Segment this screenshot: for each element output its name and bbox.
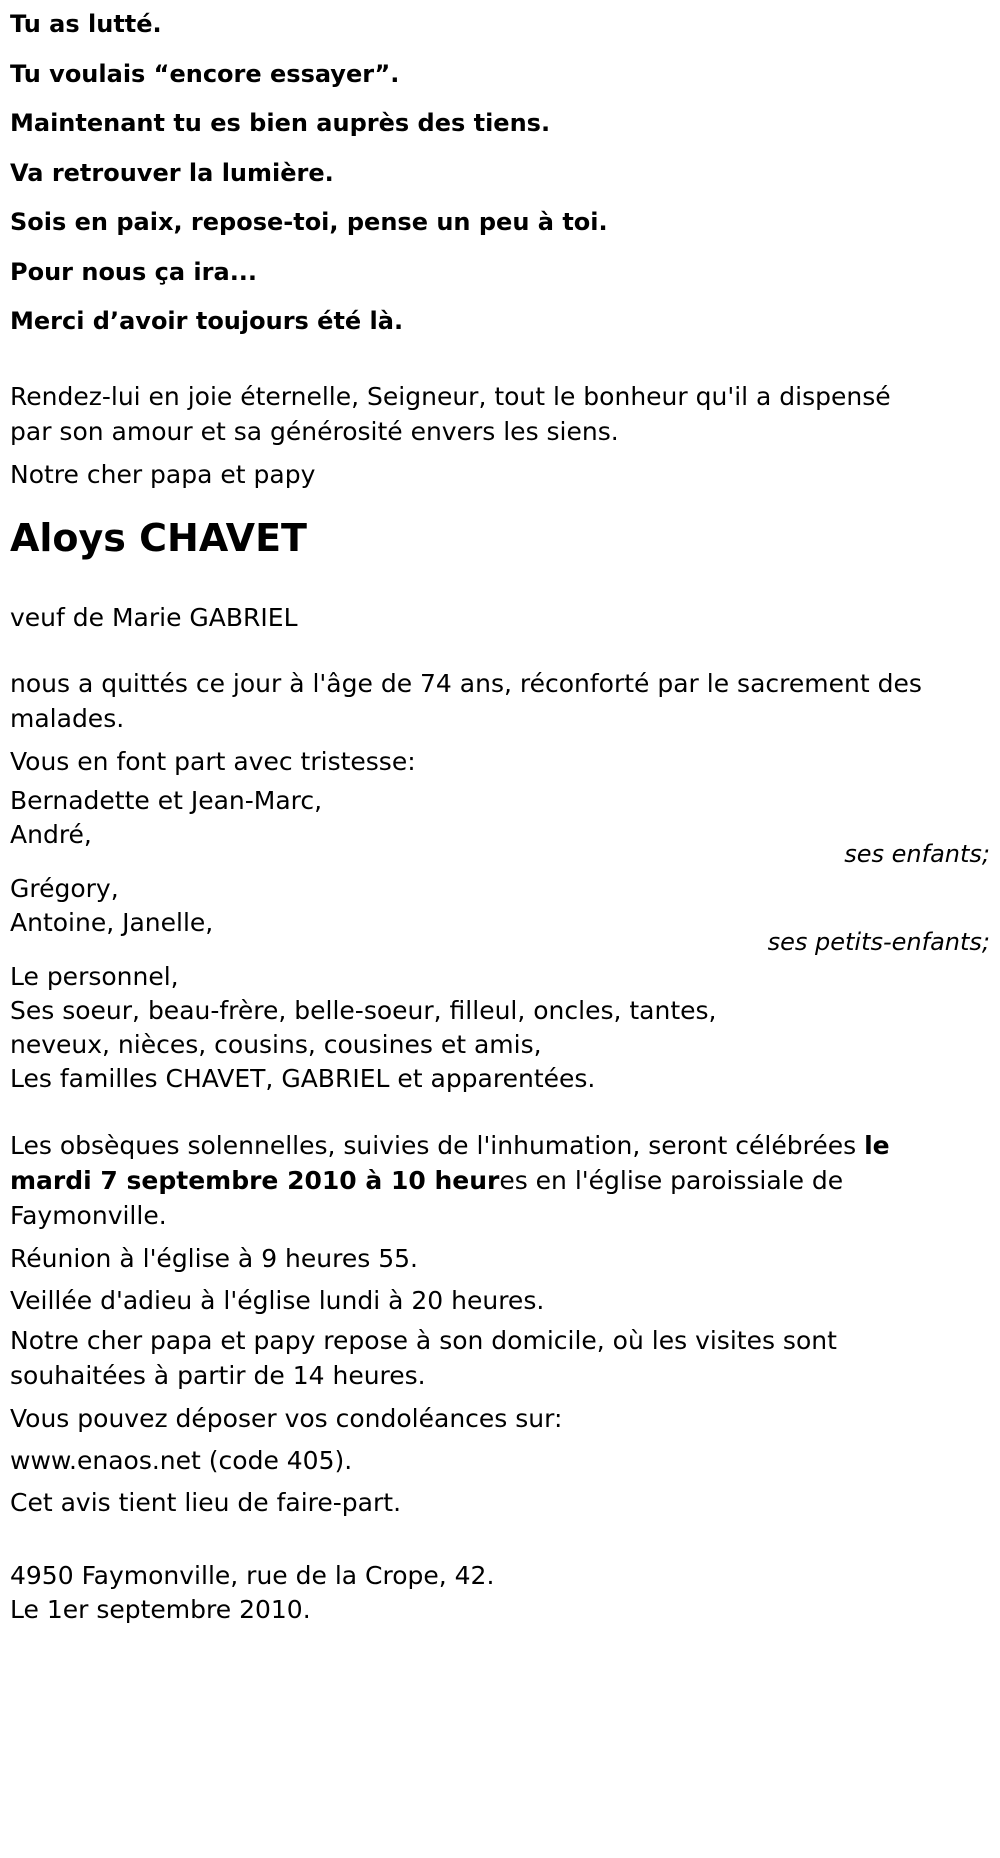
passing-notice xyxy=(10,666,1000,736)
poem-line: Tu as lutté. xyxy=(10,10,162,38)
relatives-line: Ses soeur, beau-frère, belle-soeur, filleul, oncles, tantes, xyxy=(10,995,717,1025)
passing-line: nous a quittés ce jour à l'âge de 74 ans, réconforté par le sacrement des xyxy=(10,668,922,698)
poem-line: Tu voulais “encore essayer”. xyxy=(10,59,400,88)
relatives-line: Les familles CHAVET, GABRIEL et apparentées. xyxy=(10,1063,596,1093)
rest-line: souhaitées à partir de 14 heures. xyxy=(10,1360,426,1390)
intro-text: Notre cher papa et papy xyxy=(10,459,316,489)
funeral-prefix: Les obsèques solennelles, suivies de l'inhumation, seront célébrées xyxy=(10,1130,865,1160)
relatives-line: neveux, nièces, cousins, cousines et amis, xyxy=(10,1029,542,1059)
poem xyxy=(10,0,1000,355)
funeral-date-part1: le xyxy=(864,1130,890,1160)
widower-of: veuf de Marie GABRIEL xyxy=(10,602,298,632)
prayer xyxy=(10,379,1000,449)
grandchild-name: Antoine, Janelle, xyxy=(10,907,214,937)
deceased-name: Aloys CHAVET xyxy=(10,515,307,560)
vigil-text: Veillée d'adieu à l'église lundi à 20 heures. xyxy=(10,1285,545,1315)
poem-line: Va retrouver la lumière. xyxy=(10,158,334,187)
poem-line: Maintenant tu es bien auprès des tiens. xyxy=(10,109,551,137)
notice-text: Cet avis tient lieu de faire-part. xyxy=(10,1487,402,1517)
other-relatives xyxy=(10,960,1000,1096)
condolences-website-link[interactable]: www.enaos.net (code 405). xyxy=(10,1445,353,1475)
passing-line: malades. xyxy=(10,703,125,733)
prayer-line: Rendez-lui en joie éternelle, Seigneur, tout le bonheur qu'il a dispensé xyxy=(10,381,891,411)
date: Le 1er septembre 2010. xyxy=(10,1594,311,1624)
prayer-line: par son amour et sa générosité envers les siens. xyxy=(10,416,619,446)
children-label: ses enfants; xyxy=(844,839,990,868)
relatives-line: Le personnel, xyxy=(10,961,179,991)
poem-line: Merci d’avoir toujours été là. xyxy=(10,307,404,335)
poem-line: Sois en paix, repose-toi, pense un peu à toi. xyxy=(10,208,608,236)
announce-text: Vous en font part avec tristesse: xyxy=(10,746,416,776)
rest-notice xyxy=(10,1323,1000,1393)
children-group xyxy=(10,784,1000,868)
child-name: André, xyxy=(10,819,92,849)
funeral-suffix: es en l'église paroissiale de xyxy=(499,1165,844,1195)
grandchildren-group xyxy=(10,872,1000,956)
child-name: Bernadette et Jean-Marc, xyxy=(10,785,323,815)
grandchild-name: Grégory, xyxy=(10,873,119,903)
rest-line: Notre cher papa et papy repose à son domicile, où les visites sont xyxy=(10,1325,837,1355)
meeting-text: Réunion à l'église à 9 heures 55. xyxy=(10,1243,418,1273)
grandchildren-label: ses petits-enfants; xyxy=(767,927,990,956)
funeral-date-part2: mardi 7 septembre 2010 à 10 heur xyxy=(10,1165,500,1195)
funeral-details xyxy=(10,1128,1000,1233)
address: 4950 Faymonville, rue de la Crope, 42. xyxy=(10,1560,495,1590)
condolences-intro: Vous pouvez déposer vos condoléances sur: xyxy=(10,1403,563,1433)
funeral-place: Faymonville. xyxy=(10,1200,167,1230)
poem-line: Pour nous ça ira... xyxy=(10,257,258,286)
